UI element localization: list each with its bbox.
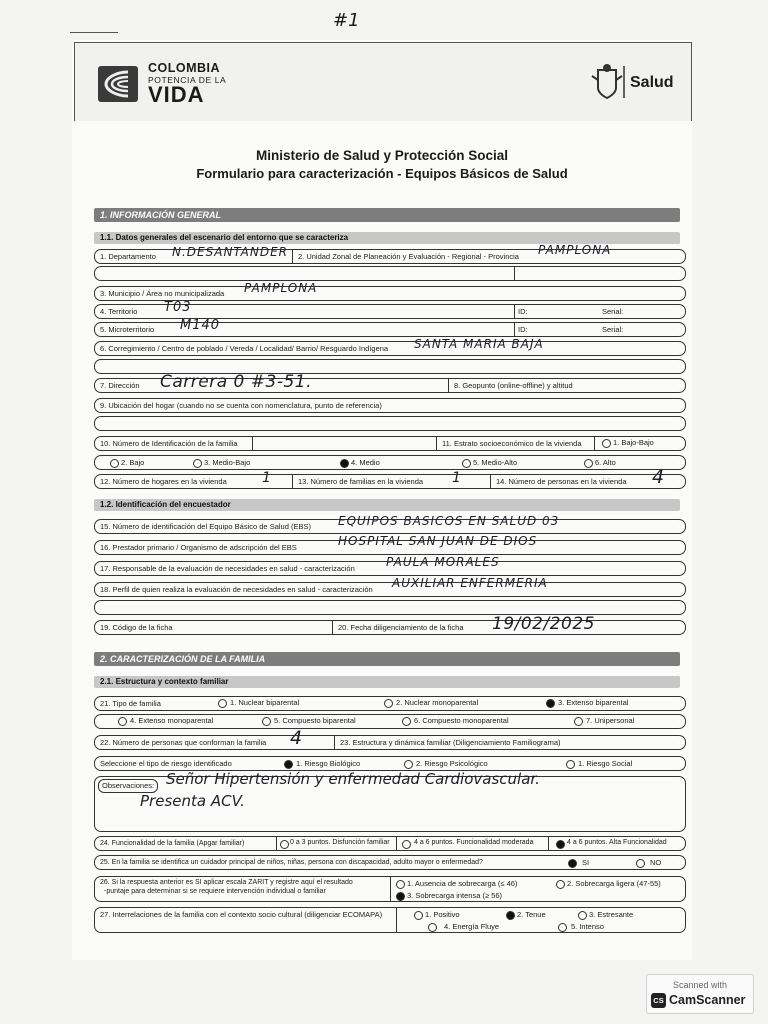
radio-tipo-6[interactable] [402,717,411,726]
option-zarit-3: 3. Sobrecarga intensa (≥ 56) [407,891,503,900]
colombia-logo-text [148,62,226,106]
salud-label: Salud [630,74,674,91]
value-fecha[interactable]: 19/02/2025 [492,614,595,634]
label-territorio: 4. Territorio [100,307,138,316]
option-eco-3: 3. Estresante [589,910,634,919]
option-cuidador-si: SI [582,858,590,867]
option-cuidador-no: NO [650,858,662,867]
label-apgar: 24. Funcionalidad de la familia (Apgar familiar) [100,840,245,847]
row-blank-1 [94,266,686,281]
value-ebs[interactable]: EQUIPOS BASICOS EN SALUD 03 [338,514,560,528]
label-estructura: 23. Estructura y dinámica familiar (Diligenciamiento Familiograma) [340,738,561,747]
label-corregimiento: 6. Corregimiento / Centro de poblado / Vereda / Localidad/ Barrio/ Resguardo Indígena [100,344,389,353]
label-ecomapa: 27. Interrelaciones de la familia con el contexto socio cultural (diligenciar ECOMAPA) [100,910,383,919]
label-departamento: 1. Departamento [100,252,156,261]
label-personas-familia: 22. Número de personas que conforman la familia [100,738,267,747]
value-responsable[interactable]: PAULA MORALES [386,555,500,569]
option-zarit-2: 2. Sobrecarga ligera (47-55) [567,879,661,888]
coat-of-arms-icon [588,62,626,102]
value-observaciones-1[interactable]: Señor Hipertensión y enfermedad Cardiovascular. [166,770,540,788]
label-hogares: 12. Número de hogares en la vivienda [100,477,227,486]
radio-apgar-1[interactable] [280,840,289,849]
value-hogares[interactable]: 1 [262,470,272,486]
corner-mark [70,32,118,33]
radio-zarit-1[interactable] [396,880,405,889]
top-page-mark: #1 [333,10,360,31]
radio-eco-1[interactable] [414,911,423,920]
radio-tipo-2[interactable] [384,699,393,708]
value-personas-familia[interactable]: 4 [290,727,304,749]
radio-tipo-1[interactable] [218,699,227,708]
option-estrato-3: 3. Medio-Bajo [204,458,251,467]
option-tipo-2: 2. Nuclear monoparental [396,698,479,707]
label-zarit-a: 26. Si la respuesta anterior es SI aplicar escala ZARIT y registre aquí el resultado [100,879,353,886]
label-observaciones: Observaciones: [98,779,158,793]
option-apgar-2: 4 a 6 puntos. Funcionalidad moderada [414,839,534,846]
option-apgar-1: 0 a 3 puntos. Disfunción familiar [290,839,390,846]
option-riesgo-psicologico: 2. Riesgo Psicológico [416,759,488,768]
radio-zarit-2[interactable] [556,880,565,889]
section-2-1-bar: 2.1. Estructura y contexto familiar [94,676,680,688]
label-estrato: 11. Estrato socioeconómico de la vivienda [442,439,582,448]
divider [448,378,449,393]
label-zarit-b: -puntaje para determinar si se requiere intervención individual o familiar [104,888,326,895]
radio-cuidador-no[interactable] [636,859,645,868]
divider [490,474,491,489]
option-riesgo-biologico: 1. Riesgo Biológico [296,759,361,768]
label-codigo: 19. Código de la ficha [100,623,173,632]
label-cuidador: 25. En la familia se identifica un cuidador principal de niños, niñas, persona con discapacidad, adulto mayor o enfermedad? [100,859,483,866]
label-ubicacion: 9. Ubicación del hogar (cuando no se cuenta con nomenclatura, punto de referencia) [100,401,382,410]
value-territorio[interactable]: T03 [164,300,192,315]
radio-eco-3[interactable] [578,911,587,920]
divider [436,436,437,451]
label-serial-territorio: Serial: [602,307,624,316]
divider [292,249,293,264]
label-familias: 13. Número de familias en la vivienda [298,477,424,486]
label-id-territorio: ID: [518,307,528,316]
divider [396,907,397,933]
option-tipo-5: 5. Compuesto biparental [274,716,356,725]
option-estrato-6: 6. Alto [595,458,616,467]
value-corregimiento[interactable]: SANTA MARIA BAJA [414,337,544,351]
divider [390,876,391,902]
label-id-familia: 10. Número de Identificación de la familia [100,439,238,448]
option-estrato-5: 5. Medio-Alto [473,458,518,467]
row-blank-4 [94,600,686,615]
value-prestador[interactable]: HOSPITAL SAN JUAN DE DIOS [338,534,538,548]
label-prestador: 16. Prestador primario / Organismo de adscripción del EBS [100,543,297,552]
value-observaciones-2[interactable]: Presenta ACV. [140,792,245,810]
divider [548,836,549,851]
value-perfil[interactable]: AUXILIAR ENFERMERIA [392,576,548,590]
camscanner-watermark [646,974,754,1014]
value-direccion[interactable]: Carrera 0 #3-51. [160,372,312,392]
label-unidad-zonal: 2. Unidad Zonal de Planeación y Evaluación - Regional - Provincia [298,252,519,261]
camscanner-text: CamScanner [669,993,746,1007]
value-municipio[interactable]: PAMPLONA [244,281,318,295]
colombia-logo-icon [98,66,138,102]
radio-tipo-4[interactable] [118,717,127,726]
camscanner-icon: CS [651,993,666,1008]
section-2-bar: 2. CARACTERIZACIÓN DE LA FAMILIA [94,652,680,666]
value-departamento[interactable]: N.DESANTANDER [172,245,288,259]
divider [396,836,397,851]
scanned-with-text: Scanned with [672,980,728,990]
radio-estrato-1[interactable] [602,439,611,448]
divider [276,836,277,851]
value-familias[interactable]: 1 [452,470,462,486]
divider [514,266,515,281]
divider [514,304,515,319]
label-responsable: 17. Responsable de la evaluación de necesidades en salud - caracterización [100,564,355,573]
value-microterritorio[interactable]: M140 [180,318,221,333]
radio-riesgo-psicologico[interactable] [404,760,413,769]
option-estrato-1: 1. Bajo-Bajo [613,438,654,447]
radio-tipo-7[interactable] [574,717,583,726]
option-estrato-4: 4. Medio [351,458,380,467]
page-subtitle: Formulario para caracterización - Equipos Básicos de Salud [196,166,568,181]
logo-line-2: POTENCIA DE LA [148,74,227,85]
radio-eco-2[interactable] [506,911,515,920]
radio-eco-5[interactable] [558,923,567,932]
radio-apgar-2[interactable] [402,840,411,849]
section-1-bar: 1. INFORMACIÓN GENERAL [94,208,680,222]
row-blank-3 [94,416,686,431]
radio-apgar-3[interactable] [556,840,565,849]
divider [334,735,335,750]
radio-riesgo-social[interactable] [566,760,575,769]
option-riesgo-social: 1. Riesgo Social [578,759,633,768]
page-title: Ministerio de Salud y Protección Social [255,148,509,163]
option-estrato-2: 2. Bajo [121,458,145,467]
divider [594,436,595,451]
value-personas[interactable]: 4 [652,466,666,488]
option-apgar-3: 4 a 6 puntos. Alta Funcionalidad [567,839,667,846]
option-tipo-1: 1. Nuclear biparental [230,698,300,707]
radio-estrato-5[interactable] [462,459,471,468]
label-id-micro: ID: [518,325,528,334]
label-direccion: 7. Dirección [100,381,140,390]
option-zarit-1: 1. Ausencia de sobrecarga (≤ 46) [407,879,518,888]
divider [292,474,293,489]
option-eco-5: 5. Intenso [571,922,604,931]
label-municipio: 3. Municipio / Área no municipalizada [100,289,225,298]
value-unidad-zonal[interactable]: PAMPLONA [538,243,612,257]
radio-riesgo-biologico[interactable] [284,760,293,769]
radio-estrato-4[interactable] [340,459,349,468]
label-serial-micro: Serial: [602,325,624,334]
option-eco-1: 1. Positivo [425,910,460,919]
radio-zarit-3[interactable] [396,892,405,901]
label-tipo-familia: 21. Tipo de familia [100,699,161,708]
label-microterritorio: 5. Microterritorio [100,325,155,334]
label-geopunto: 8. Geopunto (online-offline) y altitud [454,381,573,390]
radio-eco-4[interactable] [428,923,437,932]
option-tipo-3: 3. Extenso biparental [558,698,629,707]
divider [332,620,333,635]
salud-logo [588,62,674,107]
label-fecha: 20. Fecha diligenciamiento de la ficha [338,623,464,632]
radio-cuidador-si[interactable] [568,859,577,868]
label-personas: 14. Número de personas en la vivienda [496,477,627,486]
radio-estrato-6[interactable] [584,459,593,468]
label-perfil: 18. Perfil de quien realiza la evaluación de necesidades en salud - caracterización [100,585,373,594]
radio-estrato-2[interactable] [110,459,119,468]
divider [514,322,515,337]
divider [252,436,253,451]
radio-tipo-5[interactable] [262,717,271,726]
option-tipo-6: 6. Compuesto monoparental [414,716,509,725]
logo-line-3: VIDA [148,82,205,107]
label-riesgo: Seleccione el tipo de riesgo identificado [100,759,232,768]
label-ebs: 15. Número de identificación del Equipo Básico de Salud (EBS) [100,522,311,531]
option-eco-2: 2. Tenue [517,910,546,919]
option-tipo-7: 7. Unipersonal [586,716,635,725]
option-eco-4: 4. Energía Fluye [444,922,500,931]
logo-line-1: COLOMBIA [148,61,221,75]
section-1-1-bar: 1.1. Datos generales del escenario del entorno que se caracteriza [94,232,680,244]
option-tipo-4: 4. Extenso monoparental [130,716,214,725]
radio-tipo-3[interactable] [546,699,555,708]
radio-estrato-3[interactable] [193,459,202,468]
section-1-2-bar: 1.2. Identificación del encuestador [94,499,680,511]
